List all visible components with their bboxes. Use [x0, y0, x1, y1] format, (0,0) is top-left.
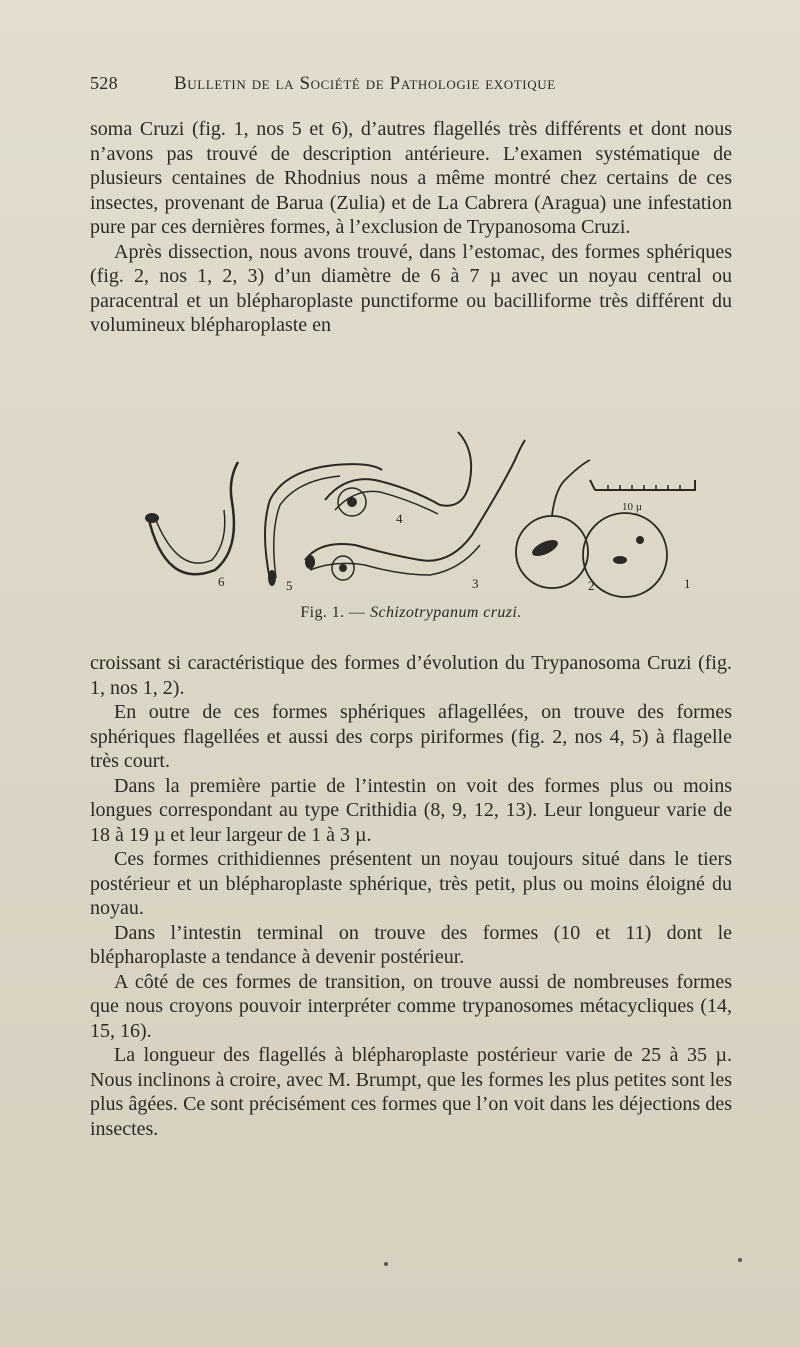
caption-prefix: Fig. 1. — — [300, 604, 366, 621]
paragraph-3: croissant si caractéristique des formes d’évolution du Trypanosoma Cruzi (fig. 1, nos 1, 2). — [90, 652, 732, 699]
figure-drawing — [120, 410, 720, 608]
figure-label-6: 6 — [218, 574, 225, 589]
organism-5 — [265, 464, 382, 580]
sphere-1 — [583, 513, 667, 597]
page-header — [90, 73, 730, 99]
figure-label-4: 4 — [396, 511, 403, 526]
organism-4 — [325, 432, 471, 506]
paragraph-6: Ces formes crithidiennes présentent un noyau toujours situé dans le tiers postérieur et un blépharoplaste sphérique, très petit, plus ou moins éloigné du noyau. — [90, 848, 732, 919]
page-speck — [738, 1258, 742, 1262]
text-block-bottom — [90, 651, 732, 1141]
sphere-2 — [516, 516, 588, 588]
running-title: Bulletin de la Société de Pathologie exotique — [174, 73, 556, 94]
paragraph-5: Dans la première partie de l’intestin on voit des formes plus ou moins longues correspondant au type Crithidia (8, 9, 12, 13). Leur longueur varie de 18 à 19 µ et leur largeur de 1 à 3 µ. — [90, 774, 732, 846]
paragraph-1: soma Cruzi (fig. 1, nos 5 et 6), d’autres flagellés très différents et dont nous n’avons pas trouvé de description antérieure. L’examen systématique de plusieurs centaines de Rhodnius nous a même montré chez certains de ces insectes, provenant de Barua (Zulia) et de La Cabrera (Aragua) une infestation pure par ces dernières formes, à l’exclusion de Trypanosoma Cruzi. — [90, 118, 732, 238]
figure-label-1: 1 — [684, 576, 691, 591]
text-block-top — [90, 117, 732, 338]
figure-label-2: 2 — [588, 578, 595, 593]
paragraph-4: En outre de ces formes sphériques aflagellées, on trouve des formes sphériques flagellées et aussi des corps piriformes (fig. 2, nos 4, 5) à flagelle très court. — [90, 701, 732, 772]
paragraph-8: A côté de ces formes de transition, on trouve aussi de nombreuses formes que nous croyons pouvoir interpréter comme trypanosomes métacycliques (14, 15, 16). — [90, 970, 732, 1042]
scale-label: 10 µ — [622, 501, 643, 513]
page-speck — [384, 1262, 388, 1266]
paragraph-9: La longueur des flagellés à blépharoplaste postérieur varie de 25 à 35 µ. Nous inclinons à croire, avec M. Brumpt, que les formes les plus petites sont les plus âgées. Ce sont précisément ces formes que l’on voit dans les déjections des insectes. — [90, 1044, 732, 1140]
figure-caption — [90, 604, 732, 622]
figure-label-5: 5 — [286, 578, 293, 593]
figure-schizotrypanum — [120, 410, 720, 608]
caption-title: Schizotrypanum cruzi. — [370, 604, 522, 621]
paragraph-7: Dans l’intestin terminal on trouve des formes (10 et 11) dont le blépharoplaste a tendance à devenir postérieur. — [90, 921, 732, 968]
paragraph-2: Après dissection, nous avons trouvé, dans l’estomac, des formes sphériques (fig. 2, nos 1, 2, 3) d’un diamètre de 6 à 7 µ avec un noyau central ou paracentral et un blépharoplaste punctiforme ou bacilliforme très différent du volumineux blépharoplaste en — [90, 240, 732, 336]
figure-label-3: 3 — [472, 576, 479, 591]
page-number: 528 — [90, 73, 118, 93]
